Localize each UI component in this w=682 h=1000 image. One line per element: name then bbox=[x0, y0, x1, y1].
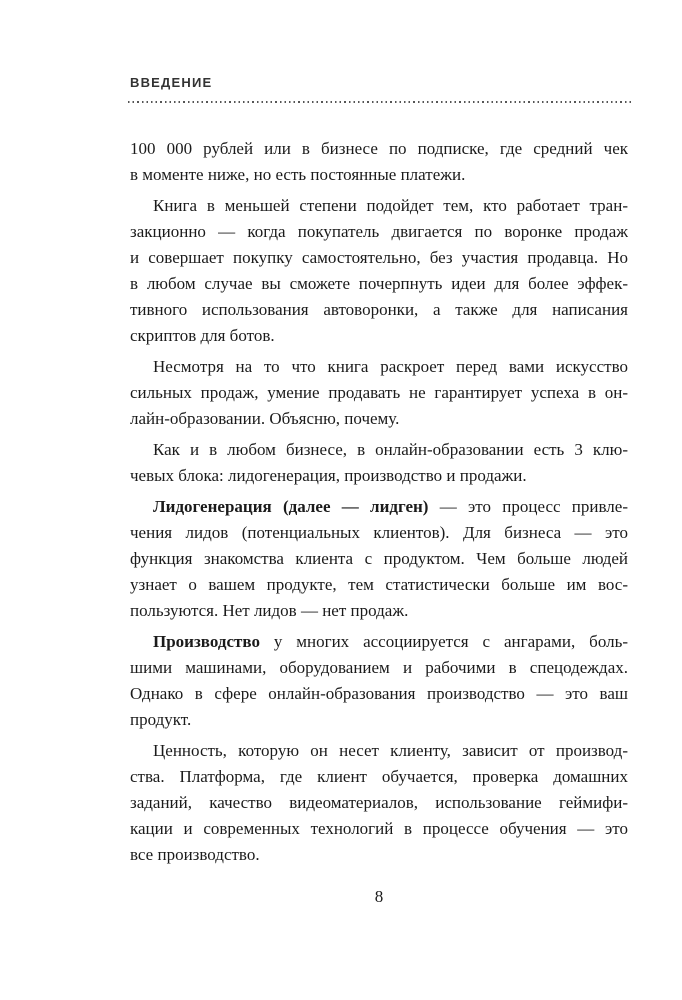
page-footer bbox=[130, 884, 628, 910]
text-line: 100 000 рублей или в бизнесе по подписке, где средний чек bbox=[130, 139, 628, 158]
page-number: 8 bbox=[374, 887, 384, 906]
text-line: сильных продаж, умение продавать не гарантирует успеха в он- bbox=[130, 383, 628, 402]
text-line: кации и современных технологий в процессе обучения — это bbox=[130, 819, 628, 838]
text-line: лайн-образовании. Объясню, почему. bbox=[130, 409, 400, 428]
text-line: в моменте ниже, но есть постоянные платежи. bbox=[130, 165, 466, 184]
text-line: все производство. bbox=[130, 845, 260, 864]
paragraph bbox=[130, 193, 628, 349]
paragraph bbox=[130, 136, 628, 188]
body-text bbox=[130, 136, 628, 873]
text-line: в любом случае вы сможете почерпнуть идеи для более эффек- bbox=[130, 274, 628, 293]
text-line: скриптов для ботов. bbox=[130, 326, 275, 345]
text-line: Однако в сфере онлайн-образования производство — это ваш bbox=[130, 684, 628, 703]
text-line: Лидогенерация (далее — лидген) — это процесс привле- bbox=[153, 497, 628, 516]
text-line: Несмотря на то что книга раскроет перед вами искусство bbox=[153, 357, 628, 376]
text-line: Книга в меньшей степени подойдет тем, кто работает тран- bbox=[153, 196, 628, 215]
text-line: узнает о вашем продукте, тем статистически больше им вос- bbox=[130, 575, 628, 594]
text-line: ства. Платформа, где клиент обучается, проверка домашних bbox=[130, 767, 628, 786]
text-line: Как и в любом бизнесе, в онлайн-образовании есть 3 клю- bbox=[153, 440, 628, 459]
text-line: тивного использования автоворонки, а также для написания bbox=[130, 300, 628, 319]
running-head-title: ВВЕДЕНИЕ bbox=[130, 75, 213, 90]
text-line: чевых блока: лидогенерация, производство и продажи. bbox=[130, 466, 527, 485]
text-line: продукт. bbox=[130, 710, 192, 729]
paragraph bbox=[130, 437, 628, 489]
text-line: и совершает покупку самостоятельно, без участия продавца. Но bbox=[130, 248, 628, 267]
text-line: заданий, качество видеоматериалов, использование геймифи- bbox=[130, 793, 628, 812]
text-line: функция знакомства клиента с продуктом. Чем больше людей bbox=[130, 549, 628, 568]
text-line: закционно — когда покупатель двигается по воронке продаж bbox=[130, 222, 628, 241]
paragraph bbox=[130, 494, 628, 624]
paragraph bbox=[130, 354, 628, 432]
text-line: чения лидов (потенциальных клиентов). Для бизнеса — это bbox=[130, 523, 628, 542]
text-line: Ценность, которую он несет клиенту, зависит от производ- bbox=[153, 741, 628, 760]
text-line: шими машинами, оборудованием и рабочими в спецодеждах. bbox=[130, 658, 628, 677]
header-dotted-rule bbox=[128, 101, 634, 103]
text-line: Производство у многих ассоциируется с ангарами, боль- bbox=[153, 632, 628, 651]
paragraph bbox=[130, 738, 628, 868]
paragraph bbox=[130, 629, 628, 733]
text-line: пользуются. Нет лидов — нет продаж. bbox=[130, 601, 409, 620]
